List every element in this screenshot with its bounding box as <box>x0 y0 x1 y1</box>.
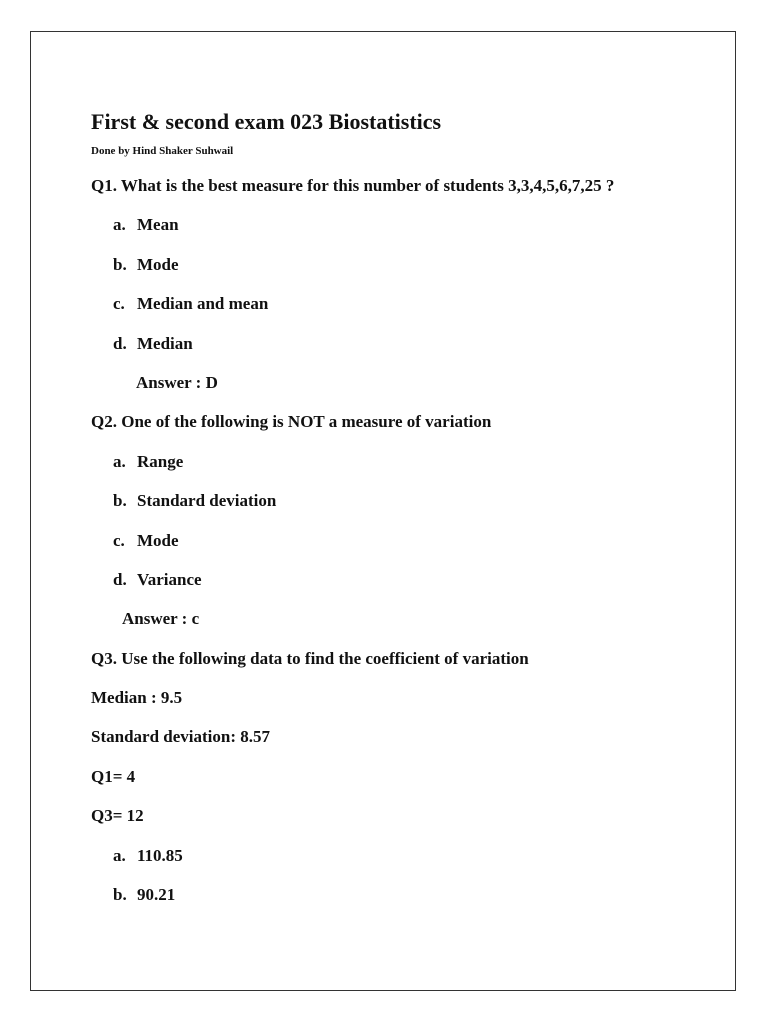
option-text: Standard deviation <box>137 491 277 511</box>
option-letter: c. <box>113 530 125 550</box>
option-letter: a. <box>113 845 126 865</box>
option-letter: b. <box>113 885 127 905</box>
q3-data-q3: Q3= 12 <box>91 806 144 826</box>
q2-option-d <box>91 568 711 591</box>
q1-answer: Answer : D <box>136 372 218 392</box>
q3-data-q1: Q1= 4 <box>91 766 136 786</box>
option-letter: d. <box>113 569 127 589</box>
q3-data-standard-deviation: Standard deviation: 8.57 <box>91 727 270 747</box>
question-1: Q1. What is the best measure for this number of students 3,3,4,5,6,7,25 ? <box>91 176 615 195</box>
option-text: Variance <box>137 569 202 589</box>
option-text: Mean <box>137 215 179 235</box>
question-3: Q3. Use the following data to find the coefficient of variation <box>91 648 529 668</box>
option-text: Mode <box>137 254 179 274</box>
option-letter: d. <box>113 333 127 353</box>
option-letter: b. <box>113 254 127 274</box>
q2-option-b <box>91 489 711 512</box>
q1-option-a <box>91 213 711 236</box>
option-text: Mode <box>137 530 179 550</box>
document-page <box>30 31 736 991</box>
q1-option-b <box>91 253 711 276</box>
q1-option-d <box>91 332 711 355</box>
option-text: 90.21 <box>137 885 176 905</box>
q3-data-median: Median : 9.5 <box>91 688 183 708</box>
q3-option-b <box>91 883 711 906</box>
document-author: Done by Hind Shaker Suhwail <box>91 145 234 157</box>
question-2: Q2. One of the following is NOT a measure of variation <box>91 412 492 432</box>
option-text: Range <box>137 451 184 471</box>
q2-option-a <box>91 450 711 473</box>
q1-option-c <box>91 292 711 315</box>
q3-option-a <box>91 844 711 867</box>
document-title: First & second exam 023 Biostatistics <box>91 109 442 134</box>
document-content <box>91 108 711 906</box>
option-text: Median <box>137 333 193 353</box>
option-letter: c. <box>113 294 125 314</box>
option-letter: b. <box>113 491 127 511</box>
option-letter: a. <box>113 215 126 235</box>
option-text: Median and mean <box>137 294 269 314</box>
q2-option-c <box>91 529 711 552</box>
option-letter: a. <box>113 451 126 471</box>
q2-answer: Answer : c <box>122 609 200 629</box>
option-text: 110.85 <box>137 845 183 865</box>
